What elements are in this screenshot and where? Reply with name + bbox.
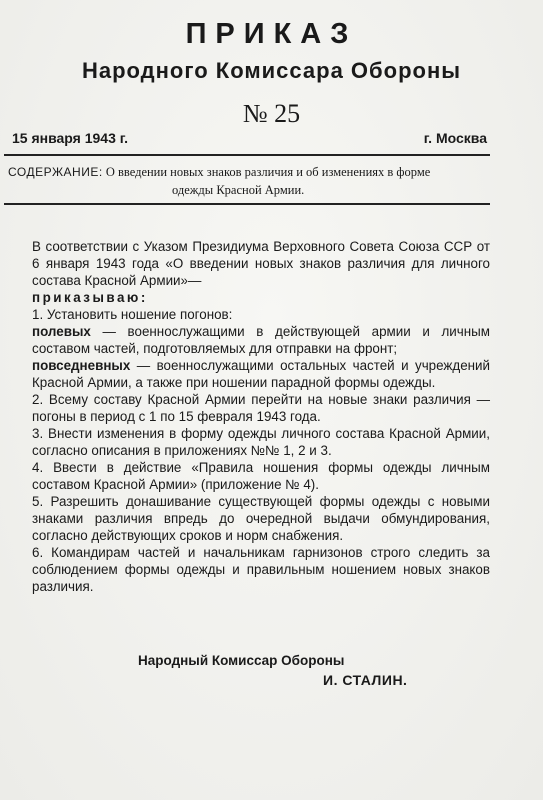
signatory-position: Народный Комиссар Обороны [138, 653, 345, 668]
item-1a-text: — военнослужащими в действующей армии и личным составом частей, подготовляемых для отправки на фронт; [32, 324, 490, 356]
item-4: 4. Ввести в действие «Правила ношения формы одежды личным составом Красной Армии» (приложение № 4). [32, 460, 490, 492]
order-word: приказываю: [32, 290, 148, 305]
order-body [32, 238, 490, 595]
signatory-name: И. СТАЛИН. [323, 672, 408, 688]
document-subtitle: Народного Комиссара Обороны [81, 58, 462, 83]
contents-label: СОДЕРЖАНИЕ: [8, 165, 103, 179]
document-title: ПРИКАЗ [185, 18, 358, 50]
top-divider [4, 154, 490, 156]
item-1a [32, 323, 490, 357]
order-date: 15 января 1943 г. [12, 130, 129, 146]
bottom-divider [4, 203, 490, 205]
item-1b [32, 357, 490, 391]
item-1a-bold: полевых [32, 324, 91, 339]
order-number: № 25 [242, 99, 301, 128]
item-1b-text: — военнослужащими остальных частей и учреждений Красной Армии, а также при ношении парадной формы одежды. [32, 358, 490, 390]
item-1: 1. Установить ношение погонов: [32, 307, 233, 322]
item-1b-bold: повседневных [32, 358, 131, 373]
item-3: 3. Внести изменения в форму одежды личного состава Красной Армии, согласно описания в приложениях №№ 1, 2 и 3. [32, 426, 490, 458]
item-5: 5. Разрешить донашивание существующей формы одежды с новыми знаками различия впредь до очередной выдачи обмундирования, согласно действующих сроков и норм снабжения. [32, 494, 490, 543]
item-6: 6. Командирам частей и начальникам гарнизонов строго следить за соблюдением формы одежды и правильным ношением новых знаков различия. [32, 545, 490, 594]
item-2: 2. Всему составу Красной Армии перейти на новые знаки различия — погоны в период с 1 по 15 февраля 1943 года. [32, 392, 490, 424]
intro-paragraph [32, 238, 490, 289]
contents-line-2: одежды Красной Армии. [172, 183, 305, 197]
order-city: г. Москва [423, 130, 487, 146]
contents-line-1: О введении новых знаков различия и об изменениях в форме [105, 165, 431, 179]
intro-text: В соответствии с Указом Президиума Верховного Совета Союза ССР от 6 января 1943 года «О введении новых знаков различия для личного состава Красной Армии»— [32, 239, 490, 288]
contents-block [8, 163, 486, 199]
